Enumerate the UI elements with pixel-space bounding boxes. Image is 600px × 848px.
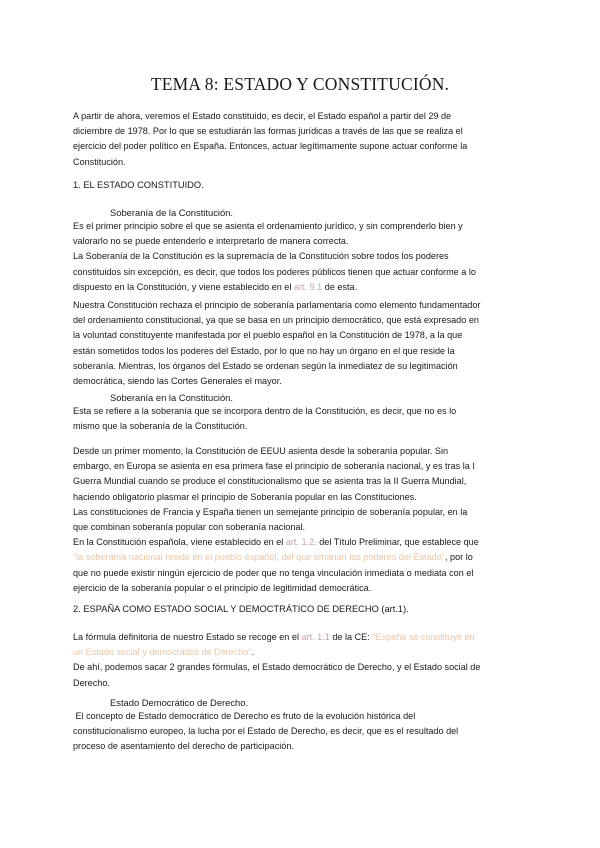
text-line: que combinan soberanía popular con soberanía nacional.	[73, 522, 306, 533]
soberania-de-paragraph	[73, 219, 533, 295]
text-line: Es el primer principio sobre el que se asienta el ordenamiento jurídico, y sin comprenderlo bien y	[73, 221, 463, 231]
text-line: Guerra Mundial cuando se produce el constitucionalismo que se asienta tras la II Guerra Mundial,	[73, 476, 467, 487]
intro-paragraph	[73, 109, 533, 170]
text-line: Las constituciones de Francia y España tienen un semejante principio de soberanía popular, en la	[73, 506, 468, 517]
text-segment: , por lo	[444, 552, 473, 563]
text-line: Nuestra Constitución rechaza el principio de soberanía parlamentaria como elemento fundamentador	[73, 300, 481, 310]
subsection-estado-democratico: Estado Democrático de Derecho.	[110, 697, 249, 708]
text-line: diciembre de 1978. Por lo que se estudiarán las formas jurídicas a través de las que se realiza el	[73, 126, 463, 137]
text-line: ejercicio de la soberanía popular o el principio de legitimidad democrática.	[73, 582, 372, 593]
text-line: embargo, en Europa se asienta en esa primera fase el principio de soberanía nacional, y es tras la I	[73, 461, 475, 472]
text-line: que no puede existir ningún ejercicio de poder que no tenga vinculación inmediata o mediata con el	[73, 567, 474, 578]
text-line	[73, 550, 533, 565]
text-line: constituidos sin excepción, es decir, que todos los poderes públicos tienen que actuar conforme a lo	[73, 266, 476, 277]
text-line: están sometidos todos los poderes del Estado, por lo que no hay un órgano en el que reside la	[73, 345, 455, 356]
text-line: soberanía. Mientras, los órganos del Estado se ordenan según la inmediatez de su legitimación	[73, 360, 458, 371]
text-segment: de esta.	[322, 281, 358, 292]
soberania-parlamentaria-paragraph	[73, 298, 533, 389]
text-line: constitucionalismo europeo, la lucha por el Estado de Derecho, es decir, que es el resultado del	[73, 726, 459, 737]
text-line: proceso de asentamiento del derecho de participación.	[73, 741, 294, 752]
soberania-popular-paragraph	[73, 444, 533, 596]
text-line: Desde un primer momento, la Constitución de EEUU asienta desde la soberanía popular. Sin	[73, 446, 449, 456]
article-quote: "la soberanía nacional reside en el pueblo español, del que emanan los poderes del Estado"	[73, 552, 445, 563]
article-reference: art. 1.2.	[285, 537, 317, 548]
subsection-soberania-en-la-constitucion: Soberanía en la Constitución.	[110, 392, 233, 403]
text-line: ejercicio del poder político en España. Entonces, actuar legítimamente supone actuar conforme la	[73, 141, 468, 152]
section-2-heading: 2. ESPAÑA COMO ESTADO SOCIAL Y DEMOCTRÁTICO DE DERECHO (art.1).	[73, 604, 409, 614]
text-line: del ordenamiento constitucional, ya que se basa en un principio democrático, que está expresado en	[73, 315, 479, 326]
article-quote: "España se constituye en	[372, 632, 475, 642]
text-segment: .	[251, 647, 255, 658]
page-title: TEMA 8: ESTADO Y CONSTITUCIÓN.	[150, 74, 450, 94]
text-line: Derecho.	[73, 677, 110, 688]
text-line: democrática, siendo las Cortes Generales el mayor.	[73, 376, 282, 387]
estado-democratico-paragraph	[73, 709, 533, 755]
text-line: haciendo obligatorio plasmar el principio de Soberanía popular en las Constituciones.	[73, 491, 417, 502]
article-reference: art. 1.1	[301, 632, 330, 642]
text-segment: de la CE:	[329, 632, 373, 642]
article-reference: art. 9.1	[293, 281, 323, 292]
text-line: Constitución.	[73, 156, 126, 167]
text-line	[73, 280, 533, 295]
article-quote: un Estado social y democrático de Derecho"	[73, 647, 252, 658]
soberania-en-paragraph	[73, 404, 533, 434]
text-line: El concepto de Estado democrático de Derecho es fruto de la evolución histórica del	[73, 711, 416, 721]
text-segment: dispuesto en la Constitución, y viene establecido en el	[73, 281, 294, 292]
text-line: mismo que la soberanía de la Constitución.	[73, 421, 248, 432]
text-segment: del Título Preliminar, que establece que	[316, 537, 479, 548]
text-line: De ahí, podemos sacar 2 grandes fórmulas, el Estado democrático de Derecho, y el Estado social de	[73, 662, 481, 673]
text-segment: La fórmula definitoria de nuestro Estado se recoge en el	[73, 632, 302, 642]
text-line: valorarlo no se puede entenderlo e interpretarlo de manera correcta.	[73, 236, 349, 247]
text-segment: En la Constitución española, viene establecido en el	[73, 537, 286, 548]
formula-paragraph	[73, 630, 533, 691]
text-line: la voluntad constituyente manifestada por el pueblo español en la Constitución de 1978, a la que	[73, 330, 463, 341]
text-line: Esta se refiere a la soberanía que se incorpora dentro de la Constitución, es decir, que no es lo	[73, 406, 457, 416]
section-1-heading: 1. EL ESTADO CONSTITUIDO.	[73, 180, 204, 190]
text-line	[73, 645, 533, 660]
text-line	[73, 535, 533, 550]
text-line: A partir de ahora, veremos el Estado constituido, es decir, el Estado español a partir del 29 de	[73, 111, 452, 121]
text-line	[73, 630, 533, 645]
text-line: La Soberanía de la Constitución es la supremacía de la Constitución sobre todos los poderes	[73, 251, 449, 262]
subsection-soberania-de-la-constitucion: Soberanía de la Constitución.	[110, 207, 233, 218]
